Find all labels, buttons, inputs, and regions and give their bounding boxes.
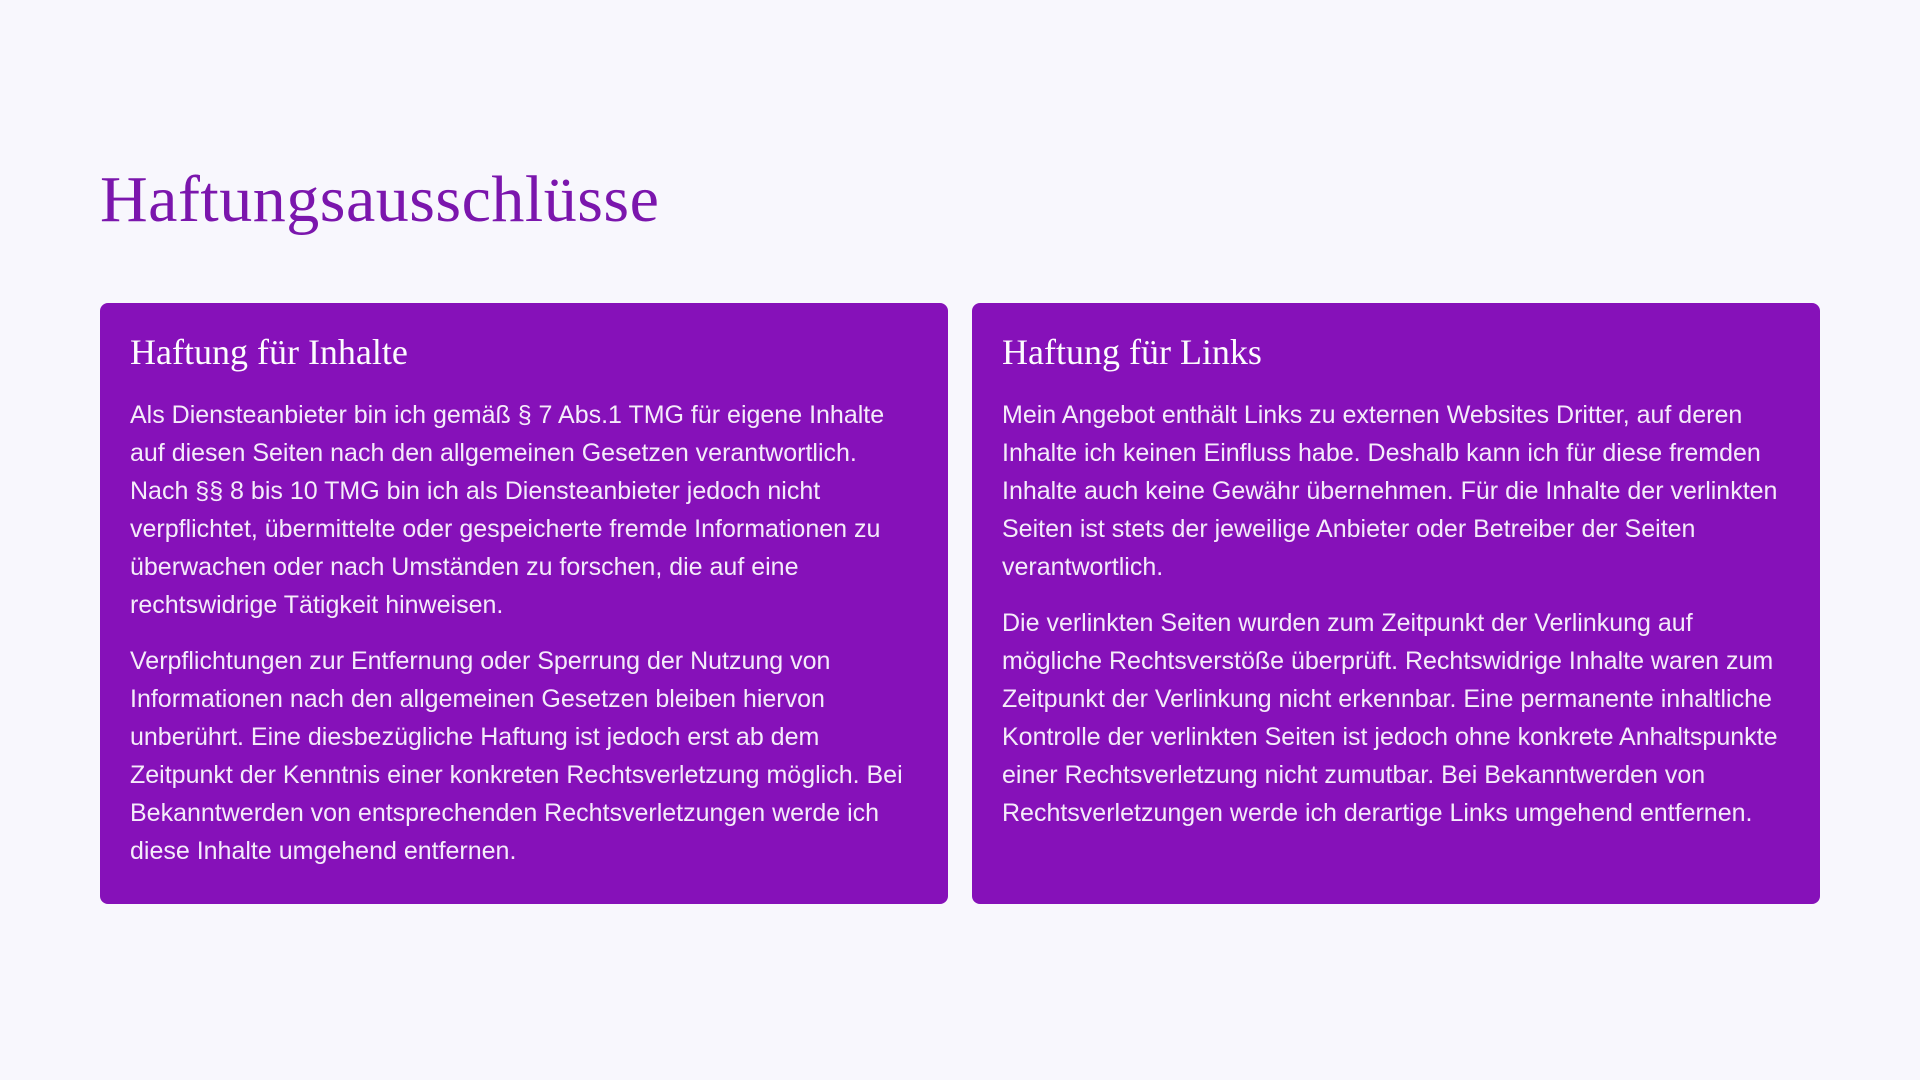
page-title: Haftungsausschlüsse: [100, 163, 660, 236]
card-haftung-fuer-links: [972, 303, 1820, 904]
card-title-links: Haftung für Links: [1002, 332, 1262, 373]
card-haftung-fuer-inhalte: [100, 303, 948, 904]
card-links-paragraph-2: Die verlinkten Seiten wurden zum Zeitpunkt der Verlinkung auf mögliche Rechtsverstöße überprüft. Rechtswidrige Inhalte waren zum Zeitpunkt der Verlinkung nicht erkennbar. Eine permanente inhaltliche Kontrolle der verlinkten Seiten ist jedoch ohne konkrete Anhaltspunkte einer Rechtsverletzung nicht zumutbar. Bei Bekanntwerden von Rechtsverletzungen werde ich derartige Links umgehend entfernen.: [1002, 608, 1778, 827]
card-inhalte-paragraph-2: Verpflichtungen zur Entfernung oder Sperrung der Nutzung von Informationen nach den allgemeinen Gesetzen bleiben hiervon unberührt. Eine diesbezügliche Haftung ist jedoch erst ab dem Zeitpunkt der Kenntnis einer konkreten Rechtsverletzung möglich. Bei Bekanntwerden von entsprechenden Rechtsverletzungen werde ich diese Inhalte umgehend entfernen.: [130, 646, 903, 865]
card-inhalte-paragraph-1: Als Diensteanbieter bin ich gemäß § 7 Abs.1 TMG für eigene Inhalte auf diesen Seiten nach den allgemeinen Gesetzen verantwortlich. Nach §§ 8 bis 10 TMG bin ich als Diensteanbieter jedoch nicht verpflichtet, übermittelte oder gespeicherte fremde Informationen zu überwachen oder nach Umständen zu forschen, die auf eine rechtswidrige Tätigkeit hinweisen.: [130, 400, 885, 619]
card-title-inhalte: Haftung für Inhalte: [130, 332, 408, 373]
card-links-paragraph-1: Mein Angebot enthält Links zu externen Websites Dritter, auf deren Inhalte ich keinen Einfluss habe. Deshalb kann ich für diese fremden Inhalte auch keine Gewähr übernehmen. Für die Inhalte der verlinkten Seiten ist stets der jeweilige Anbieter oder Betreiber der Seiten verantwortlich.: [1002, 400, 1778, 581]
disclaimer-cards: [100, 303, 1820, 904]
